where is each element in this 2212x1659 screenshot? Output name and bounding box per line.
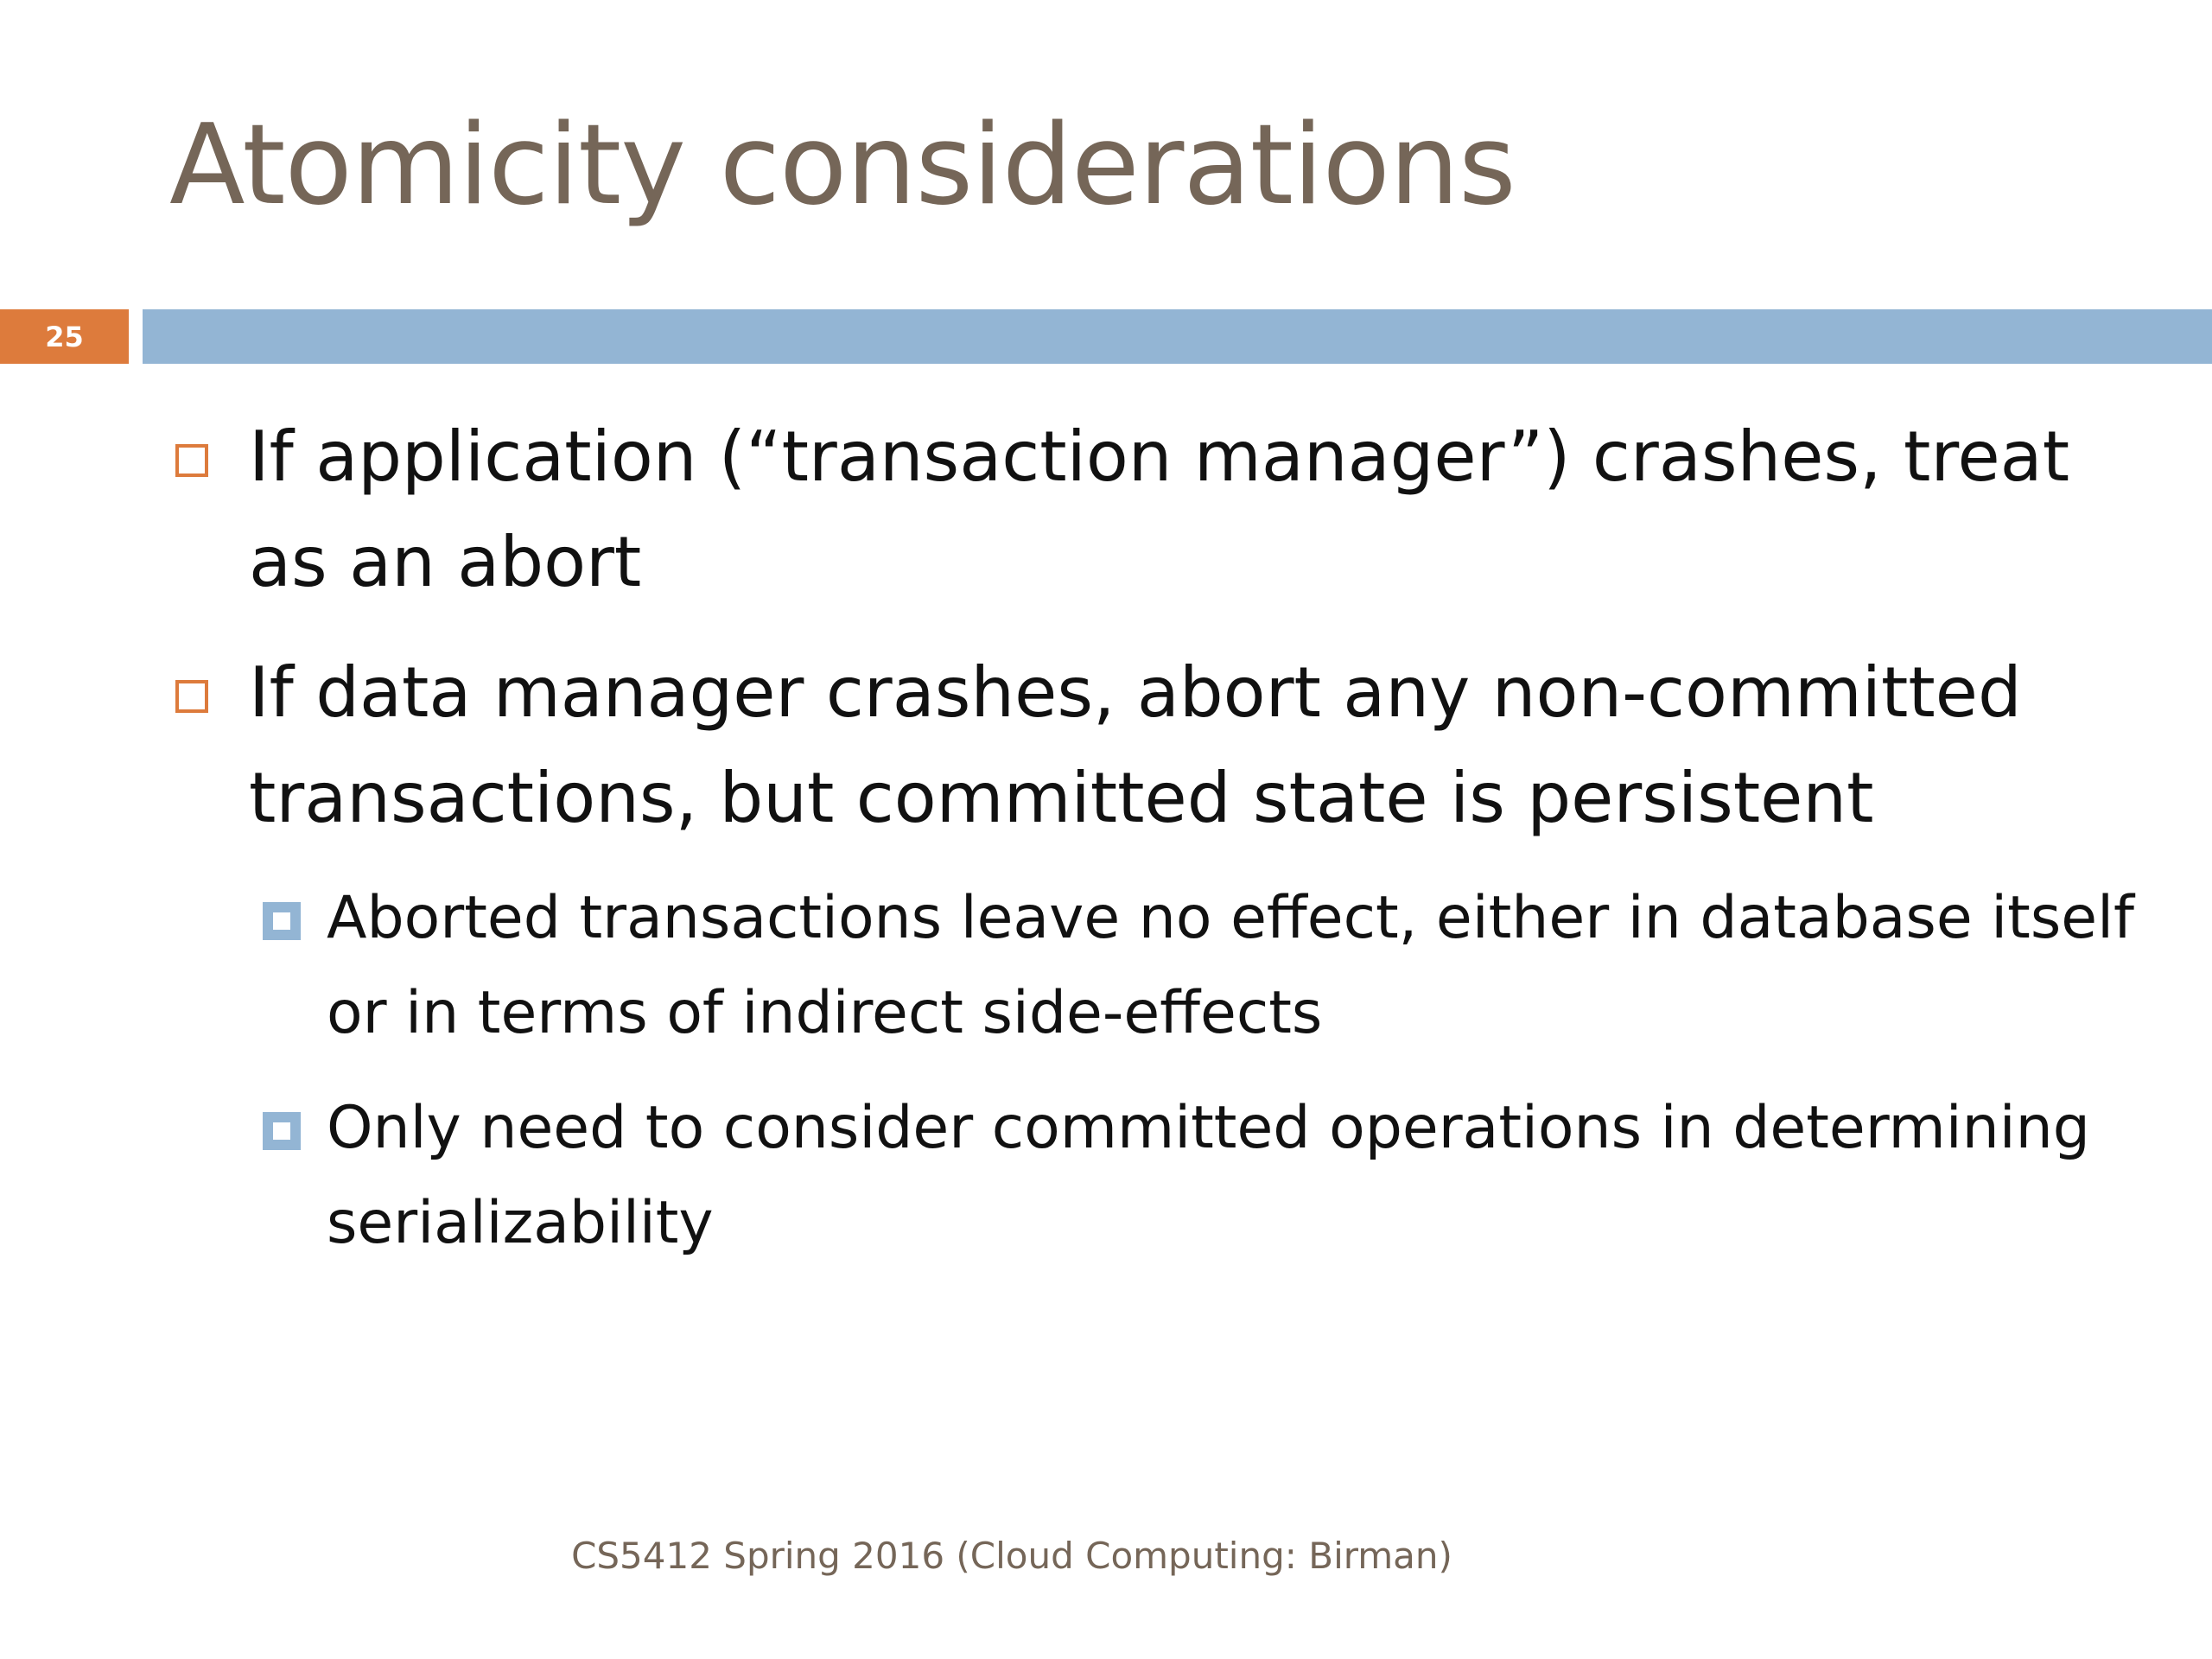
sub-bullet-item-1: Aborted transactions leave no effect, either in database itself or in terms of indirect side-effects [327,884,2134,1047]
slide-number: 25 [45,320,84,353]
filled-square-icon [263,1112,301,1150]
hollow-square-icon [175,444,208,477]
bullet-item-2: If data manager crashes, abort any non-committed transactions, but committed state is persistent [249,652,2022,838]
sub-bullet-item-2: Only need to consider committed operations in determining serializability [327,1094,2090,1257]
bullet-item-1: If application (“transaction manager”) crashes, treat as an abort [249,416,2070,602]
slide-title: Atomicity considerations [169,101,1516,230]
slide-number-badge [0,309,129,364]
filled-square-icon [263,902,301,940]
slide-footer: CS5412 Spring 2016 (Cloud Computing: Birman) [571,1535,1452,1577]
title-accent-bar [143,309,2212,364]
hollow-square-icon [175,680,208,713]
